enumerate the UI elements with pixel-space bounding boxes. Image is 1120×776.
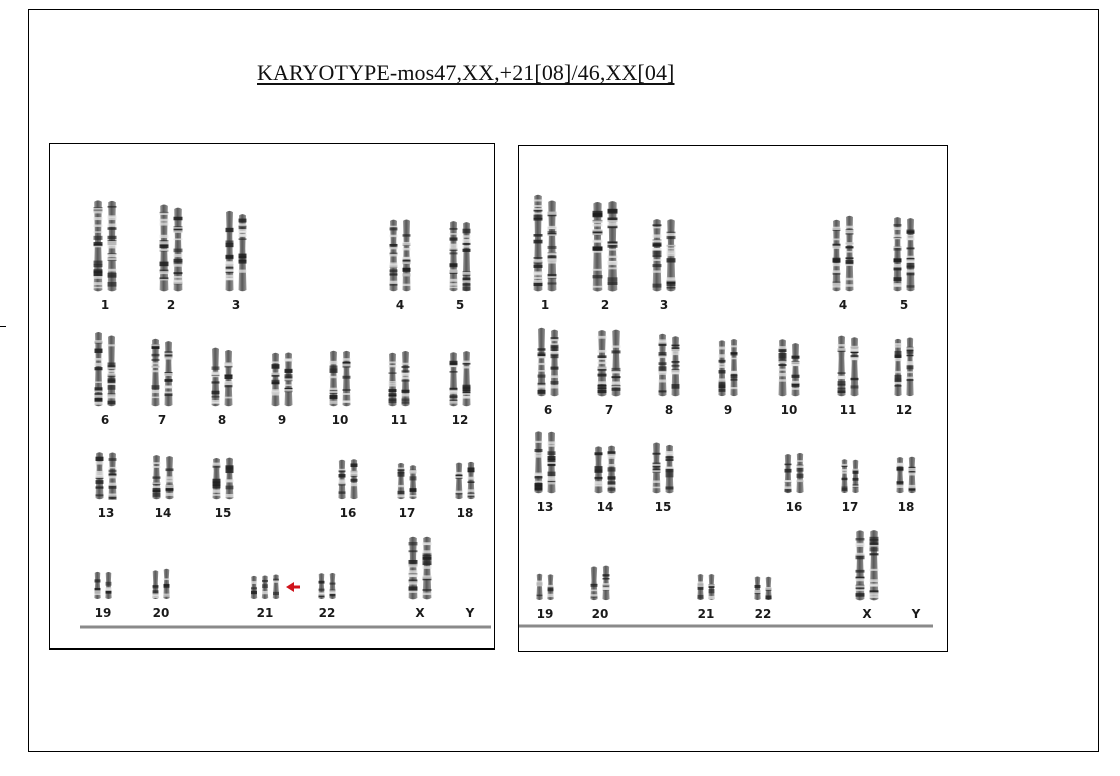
chromosome-5-copy-1	[450, 221, 458, 291]
chromosome-group-3	[226, 211, 247, 312]
chromosome-group-1	[534, 195, 557, 312]
chromosome-5-copy-2	[907, 218, 915, 291]
chromosome-group-7	[598, 330, 621, 417]
chromosome-group-6	[95, 332, 116, 427]
chromosome-label-2: 2	[600, 298, 610, 312]
margin-mark	[0, 326, 6, 327]
chromosome-2-copy-2	[174, 208, 183, 292]
chromosome-group-y	[911, 607, 921, 621]
chromosome-group-8	[659, 334, 680, 417]
chromosome-label-22: 22	[754, 607, 772, 621]
chromosome-group-10	[779, 339, 800, 417]
chromosome-6-copy-1	[95, 332, 103, 406]
chromosome-17-copy-1	[397, 463, 404, 499]
chromosome-group-14	[153, 455, 174, 520]
chromosome-9-copy-1	[718, 340, 725, 396]
chromosome-group-20	[590, 566, 609, 621]
chromosome-label-12: 12	[895, 403, 913, 417]
chromosome-1-copy-1	[94, 200, 103, 291]
chromosome-16-copy-2	[796, 453, 803, 493]
chromosome-label-8: 8	[217, 413, 227, 427]
chromosome-11-copy-2	[402, 351, 410, 406]
chromosome-group-x	[409, 537, 432, 620]
chromosome-label-19: 19	[94, 606, 112, 620]
chromosome-group-3	[653, 219, 676, 312]
chromosome-label-8: 8	[664, 403, 674, 417]
chromosome-x-copy-1	[409, 537, 418, 600]
chromosome-14-copy-1	[153, 455, 161, 499]
chromosome-19-copy-2	[547, 574, 553, 600]
chromosome-21-copy-1	[251, 576, 257, 599]
chromosome-label-18: 18	[456, 506, 474, 520]
chromosome-20-copy-2	[163, 569, 169, 599]
chromosome-group-12	[894, 337, 913, 417]
chromosome-15-copy-1	[213, 458, 221, 499]
chromosome-label-12: 12	[451, 413, 469, 427]
chromosome-label-15: 15	[654, 500, 672, 514]
chromosome-12-copy-1	[450, 352, 458, 406]
chromosome-label-20: 20	[152, 606, 170, 620]
chromosome-4-copy-1	[833, 220, 841, 291]
chromosome-label-10: 10	[331, 413, 349, 427]
chromosome-group-y	[465, 606, 475, 620]
chromosome-group-12	[450, 351, 471, 427]
chromosome-group-16	[784, 453, 803, 514]
chromosome-12-copy-2	[906, 337, 913, 396]
chromosome-label-7: 7	[157, 413, 167, 427]
chromosome-label-14: 14	[154, 506, 172, 520]
chromosome-22-copy-2	[329, 573, 335, 599]
chromosome-group-16	[338, 459, 357, 520]
chromosome-10-copy-2	[343, 351, 351, 406]
chromosome-19-copy-1	[94, 572, 100, 599]
chromosome-group-13	[535, 431, 556, 514]
chromosome-1-copy-2	[548, 201, 557, 292]
chromosome-group-18	[455, 462, 474, 520]
chromosome-group-14	[595, 446, 616, 514]
chromosome-7-copy-1	[598, 330, 607, 396]
chromosome-17-copy-2	[852, 460, 858, 493]
chromosome-x-copy-2	[870, 530, 879, 600]
chromosome-label-15: 15	[214, 506, 232, 520]
chromosome-3-copy-2	[667, 219, 676, 291]
chromosome-9-copy-1	[272, 353, 280, 407]
chromosome-19-copy-1	[536, 574, 542, 600]
chromosome-22-copy-1	[318, 573, 324, 599]
chromosome-2-copy-1	[593, 202, 603, 292]
chromosome-4-copy-2	[846, 216, 854, 292]
chromosome-label-3: 3	[231, 298, 241, 312]
chromosome-3-copy-2	[239, 214, 247, 291]
chromosome-20-copy-1	[590, 567, 597, 601]
chromosome-7-copy-1	[152, 339, 160, 407]
chromosome-3-copy-1	[653, 219, 662, 291]
chromosome-16-copy-1	[784, 454, 791, 493]
chromosome-group-22	[318, 573, 335, 620]
chromosome-20-copy-1	[152, 570, 158, 599]
chromosome-group-4	[833, 216, 854, 312]
chromosome-x-copy-1	[856, 530, 865, 600]
chromosome-9-copy-2	[730, 339, 737, 396]
chromosome-label-5: 5	[899, 298, 909, 312]
chromosome-label-11: 11	[839, 403, 857, 417]
chromosome-21-copy-1	[697, 574, 703, 600]
chromosome-label-9: 9	[277, 413, 287, 427]
chromosome-label-2: 2	[166, 298, 176, 312]
chromosome-18-copy-2	[467, 462, 474, 499]
chromosome-12-copy-1	[894, 339, 901, 396]
chromosome-group-21	[251, 575, 300, 620]
chromosome-5-copy-1	[894, 217, 902, 291]
chromosome-20-copy-2	[602, 566, 609, 600]
chromosome-label-x: X	[862, 607, 872, 621]
chromosome-group-10	[330, 351, 351, 427]
chromosome-14-copy-2	[608, 446, 616, 494]
karyogram-right-svg	[519, 146, 949, 653]
chromosome-label-6: 6	[100, 413, 110, 427]
chromosome-6-copy-1	[538, 328, 546, 397]
karyogram-panel-right	[518, 145, 948, 652]
chromosome-group-5	[450, 221, 471, 312]
chromosome-group-7	[152, 339, 173, 427]
chromosome-group-11	[838, 336, 859, 417]
karyotype-title: KARYOTYPE-mos47,XX,+21[08]/46,XX[04]	[257, 60, 675, 85]
chromosome-group-1	[94, 200, 117, 312]
chromosome-4-copy-1	[390, 220, 398, 292]
chromosome-4-copy-2	[403, 220, 411, 292]
chromosome-label-21: 21	[697, 607, 715, 621]
chromosome-label-21: 21	[256, 606, 274, 620]
chromosome-label-16: 16	[785, 500, 803, 514]
chromosome-21-copy-2	[708, 574, 714, 600]
chromosome-label-4: 4	[395, 298, 405, 312]
chromosome-group-15	[653, 442, 674, 514]
chromosome-10-copy-1	[779, 339, 787, 396]
trisomy-arrow-icon	[286, 582, 300, 592]
chromosome-7-copy-2	[612, 330, 621, 397]
chromosome-21-copy-3	[273, 575, 279, 599]
chromosome-16-copy-2	[350, 459, 357, 499]
chromosome-group-17	[841, 459, 858, 514]
karyogram-panel-left	[49, 143, 495, 650]
chromosome-21-copy-2	[262, 576, 268, 599]
chromosome-label-18: 18	[897, 500, 915, 514]
chromosome-6-copy-2	[551, 330, 559, 397]
chromosome-13-copy-2	[109, 453, 117, 500]
chromosome-group-19	[536, 574, 553, 621]
chromosome-6-copy-2	[108, 336, 116, 407]
chromosome-group-21	[697, 574, 714, 621]
chromosome-group-15	[213, 458, 234, 520]
chromosome-group-22	[754, 577, 771, 621]
chromosome-13-copy-1	[535, 431, 543, 493]
chromosome-7-copy-2	[165, 341, 173, 406]
chromosome-group-9	[272, 353, 293, 427]
chromosome-10-copy-2	[792, 343, 800, 396]
chromosome-label-20: 20	[591, 607, 609, 621]
chromosome-2-copy-1	[160, 204, 169, 291]
chromosome-3-copy-1	[226, 211, 234, 291]
chromosome-14-copy-2	[166, 456, 174, 499]
chromosome-group-x	[856, 530, 879, 621]
karyogram-left-svg	[50, 144, 496, 651]
chromosome-1-copy-2	[108, 201, 117, 291]
chromosome-label-13: 13	[536, 500, 554, 514]
chromosome-17-copy-1	[841, 459, 847, 493]
chromosome-label-17: 17	[398, 506, 416, 520]
chromosome-13-copy-1	[96, 452, 104, 499]
chromosome-8-copy-2	[225, 350, 233, 406]
chromosome-11-copy-1	[838, 336, 846, 397]
chromosome-group-2	[593, 201, 618, 312]
chromosome-label-5: 5	[455, 298, 465, 312]
chromosome-label-16: 16	[339, 506, 357, 520]
chromosome-22-copy-2	[765, 577, 771, 600]
chromosome-15-copy-2	[666, 445, 674, 493]
chromosome-label-7: 7	[604, 403, 614, 417]
chromosome-label-x: X	[415, 606, 425, 620]
chromosome-13-copy-2	[548, 432, 556, 494]
chromosome-group-19	[94, 572, 111, 620]
chromosome-label-y: Y	[911, 607, 921, 621]
chromosome-8-copy-1	[212, 348, 220, 407]
chromosome-2-copy-2	[608, 201, 618, 291]
chromosome-label-3: 3	[659, 298, 669, 312]
chromosome-group-6	[538, 328, 559, 417]
chromosome-18-copy-1	[896, 457, 903, 493]
chromosome-label-11: 11	[390, 413, 408, 427]
chromosome-label-9: 9	[723, 403, 733, 417]
chromosome-8-copy-1	[659, 334, 667, 397]
chromosome-label-10: 10	[780, 403, 798, 417]
chromosome-19-copy-2	[105, 572, 111, 599]
chromosome-11-copy-2	[851, 337, 859, 396]
chromosome-label-22: 22	[318, 606, 336, 620]
chromosome-10-copy-1	[330, 351, 338, 406]
chromosome-15-copy-1	[653, 442, 661, 493]
chromosome-label-6: 6	[543, 403, 553, 417]
chromosome-9-copy-2	[285, 353, 293, 407]
chromosome-group-20	[152, 569, 169, 620]
chromosome-label-1: 1	[540, 298, 550, 312]
chromosome-5-copy-2	[463, 222, 471, 291]
chromosome-18-copy-1	[455, 463, 462, 500]
chromosome-1-copy-1	[534, 195, 543, 292]
chromosome-group-13	[96, 452, 117, 520]
chromosome-label-4: 4	[838, 298, 848, 312]
chromosome-group-5	[894, 217, 915, 312]
chromosome-14-copy-1	[595, 446, 603, 493]
chromosome-group-4	[390, 220, 411, 312]
chromosome-x-copy-2	[423, 537, 432, 600]
chromosome-8-copy-2	[672, 336, 680, 396]
chromosome-label-17: 17	[841, 500, 859, 514]
chromosome-11-copy-1	[389, 353, 397, 407]
chromosome-label-14: 14	[596, 500, 614, 514]
chromosome-group-9	[718, 339, 737, 417]
chromosome-group-2	[160, 204, 183, 312]
chromosome-18-copy-2	[908, 457, 915, 493]
chromosome-16-copy-1	[338, 460, 345, 499]
chromosome-label-y: Y	[465, 606, 475, 620]
chromosome-label-13: 13	[97, 506, 115, 520]
chromosome-15-copy-2	[226, 458, 234, 500]
chromosome-17-copy-2	[409, 465, 416, 499]
chromosome-group-11	[389, 351, 410, 427]
chromosome-label-1: 1	[100, 298, 110, 312]
chromosome-group-8	[212, 348, 233, 427]
chromosome-12-copy-2	[463, 351, 471, 406]
chromosome-group-18	[896, 457, 915, 514]
chromosome-group-17	[397, 463, 416, 520]
chromosome-label-19: 19	[536, 607, 554, 621]
chromosome-22-copy-1	[754, 577, 760, 600]
